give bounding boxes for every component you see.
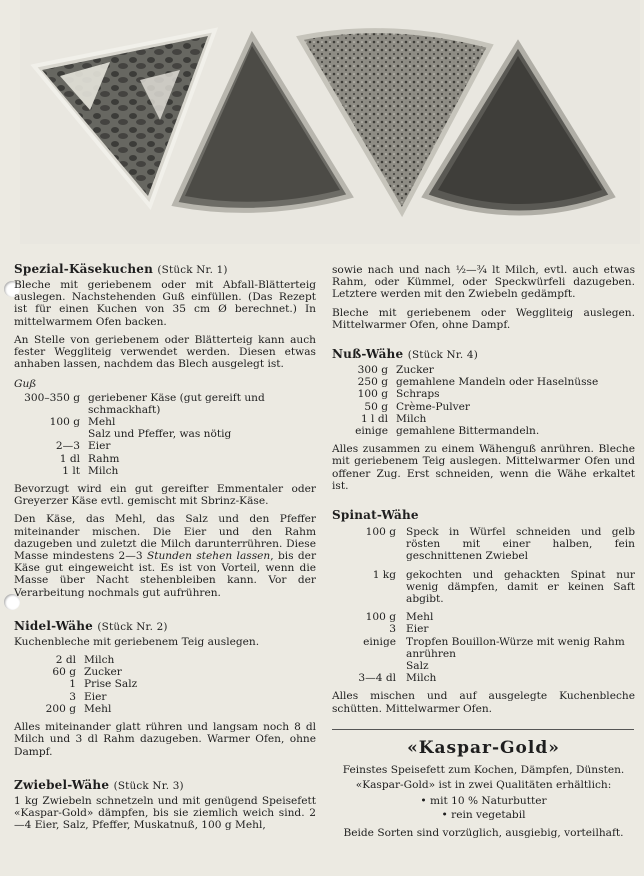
pie-photo bbox=[20, 0, 640, 244]
ingredient-row: einige Tropfen Bouillon-Würze mit wenig Rahm anrühren bbox=[363, 635, 625, 660]
ingredient-row: 3 Eier bbox=[69, 690, 107, 703]
kaesekuchen-paragraph-3: Bevorzugt wird ein gut gereifter Emmentaler oder Greyerzer Käse evtl. gemischt mit Sbrinz-Käse. bbox=[14, 483, 316, 508]
ingredient-row: 1 l dl Milch bbox=[360, 412, 427, 425]
ingredient-row: 3 Eier bbox=[389, 623, 429, 636]
nuss-paragraph-1: Alles zusammen zu einem Wähenguß anrühren. Bleche mit geriebenem Teig auslegen. Mittelwarmer Ofen und offener Zug. Erst schneiden, wenn die Wähe erkaltet ist. bbox=[332, 443, 635, 492]
kaesekuchen-paragraph-2: An Stelle von geriebenem oder Blätterteig kann auch fester Weggliteig verwendet werden. Diesen etwas anhaben lassen, nachdem das Blech ausgelegt ist. bbox=[14, 333, 316, 371]
ingredient-row: 250 g gemahlene Mandeln oder Haselnüsse bbox=[357, 376, 599, 389]
ingredient-row: 100 g Mehl bbox=[365, 611, 434, 624]
nidel-ingredients bbox=[34, 654, 137, 715]
ad-line-1: Feinstes Speisefett zum Kochen, Dämpfen, Dünsten. bbox=[342, 764, 625, 777]
pie-slices-illustration bbox=[20, 0, 640, 244]
recipe-title-nidel: Nidel-Wähe (Stück Nr. 2) bbox=[14, 618, 168, 633]
ingredient-row: 50 g Crème-Pulver bbox=[364, 400, 470, 413]
nidel-paragraph-2: Alles miteinander glatt rühren und langsam noch 8 dl Milch und 3 dl Rahm dazugeben. Warmer Ofen, ohne Dampf. bbox=[14, 721, 316, 758]
ingredient-row: 200 g Mehl bbox=[45, 702, 112, 715]
recipe-title-zwiebel: Zwiebel-Wähe (Stück Nr. 3) bbox=[14, 777, 184, 792]
list-item: • mit 10 % Naturbutter bbox=[332, 795, 635, 807]
ingredient-row: 1 kg gekochten und gehackten Spinat nur wenig dämpfen, damit er keinen Saft abgibt. bbox=[372, 568, 635, 606]
zwiebel-paragraph-3: Bleche mit geriebenem oder Weggliteig auslegen. Mittelwarmer Ofen, ohne Dampf. bbox=[332, 306, 635, 331]
ingredient-row: 1 lt Milch bbox=[62, 464, 119, 477]
recipe-title-kaesekuchen: Spezial-Käsekuchen (Stück Nr. 1) bbox=[14, 262, 228, 276]
ad-line-2: «Kaspar-Gold» ist in zwei Qualitäten erhältlich: bbox=[355, 779, 612, 792]
ingredient-row: 100 g Speck in Würfel schneiden und gelb rösten mit einer halben, fein geschnittenen Zwiebel bbox=[365, 526, 635, 563]
left-column bbox=[14, 262, 316, 837]
list-item: • rein vegetabil bbox=[332, 809, 635, 821]
zwiebel-paragraph-1: 1 kg Zwiebeln schnetzeln und mit genügend Speisefett «Kaspar-Gold» dämpfen, bis sie ziemlich weich sind. 2—4 Eier, Salz, Pfeffer, Muskatnuß, 100 g Mehl, bbox=[14, 794, 316, 832]
ingredient-row: 2 dl Milch bbox=[55, 654, 115, 667]
ingredient-row: 2—3 Eier bbox=[55, 440, 111, 453]
brand-heading: «Kaspar-Gold» bbox=[407, 737, 560, 758]
nuss-ingredients bbox=[340, 364, 598, 437]
spinat-ingredients bbox=[340, 526, 635, 684]
divider-rule bbox=[332, 729, 634, 730]
nidel-paragraph-1: Kuchenbleche mit geriebenem Teig auslegen. bbox=[14, 635, 260, 648]
ad-bullet-list bbox=[332, 795, 635, 821]
kaesekuchen-paragraph-4: Den Käse, das Mehl, das Salz und den Pfeffer miteinander mischen. Die Eier und den Rahm dazugeben und zuletzt die Milch darunterrühren. Diese Masse mindestens 2—3 Stunden stehen lassen, bis der Käse gut eingeweicht ist. Es ist von Vorteil, wenn die Masse über Nacht stehenbleiben kann. Vor der Verarbeitung nochmals gut aufrühren. bbox=[14, 513, 317, 599]
ingredient-row: 100 g Schraps bbox=[357, 388, 440, 401]
ingredient-row: 100 g Mehl bbox=[49, 416, 116, 429]
ingredient-row: 300 g Zucker bbox=[357, 364, 434, 377]
kaesekuchen-paragraph-1: Bleche mit geriebenem oder mit Abfall-Blätterteig auslegen. Nachstehenden Guß einfüllen. (Das Rezept ist für einen Kuchen von 35 cm Ø berechnet.) In mittelwarmem Ofen backen. bbox=[14, 279, 316, 328]
recipe-title-spinat: Spinat-Wähe bbox=[332, 508, 419, 523]
ingredient-row: 3—4 dl Milch bbox=[358, 672, 437, 685]
ingredient-row: 1 dl Rahm bbox=[59, 452, 120, 465]
kaesekuchen-ingredients bbox=[14, 392, 316, 477]
ingredient-row: 300–350 g geriebener Käse (gut gereift und schmackhaft) bbox=[24, 391, 265, 416]
zwiebel-paragraph-2: sowie nach und nach ½—¾ lt Milch, evtl. auch etwas Rahm, oder Kümmel, oder Speckwürfeli dazugeben. Letztere werden mit den Zwiebeln gedämpft. bbox=[332, 264, 635, 301]
ingredient-row: einige gemahlene Bittermandeln. bbox=[355, 425, 540, 438]
guss-heading: Guß bbox=[14, 378, 37, 391]
ad-line-3: Beide Sorten sind vorzüglich, ausgiebig, vorteilhaft. bbox=[343, 826, 624, 839]
ingredient-row: Salz bbox=[406, 660, 429, 673]
ingredient-row: Salz und Pfeffer, was nötig bbox=[88, 428, 232, 441]
ingredient-row: 1 Prise Salz bbox=[69, 678, 138, 691]
ingredient-row: 60 g Zucker bbox=[52, 666, 122, 679]
spinat-paragraph-1: Alles mischen und auf ausgelegte Kuchenbleche schütten. Mittelwarmer Ofen. bbox=[332, 690, 635, 715]
right-column bbox=[332, 264, 635, 842]
recipe-title-nuss: Nuß-Wähe (Stück Nr. 4) bbox=[332, 347, 478, 362]
